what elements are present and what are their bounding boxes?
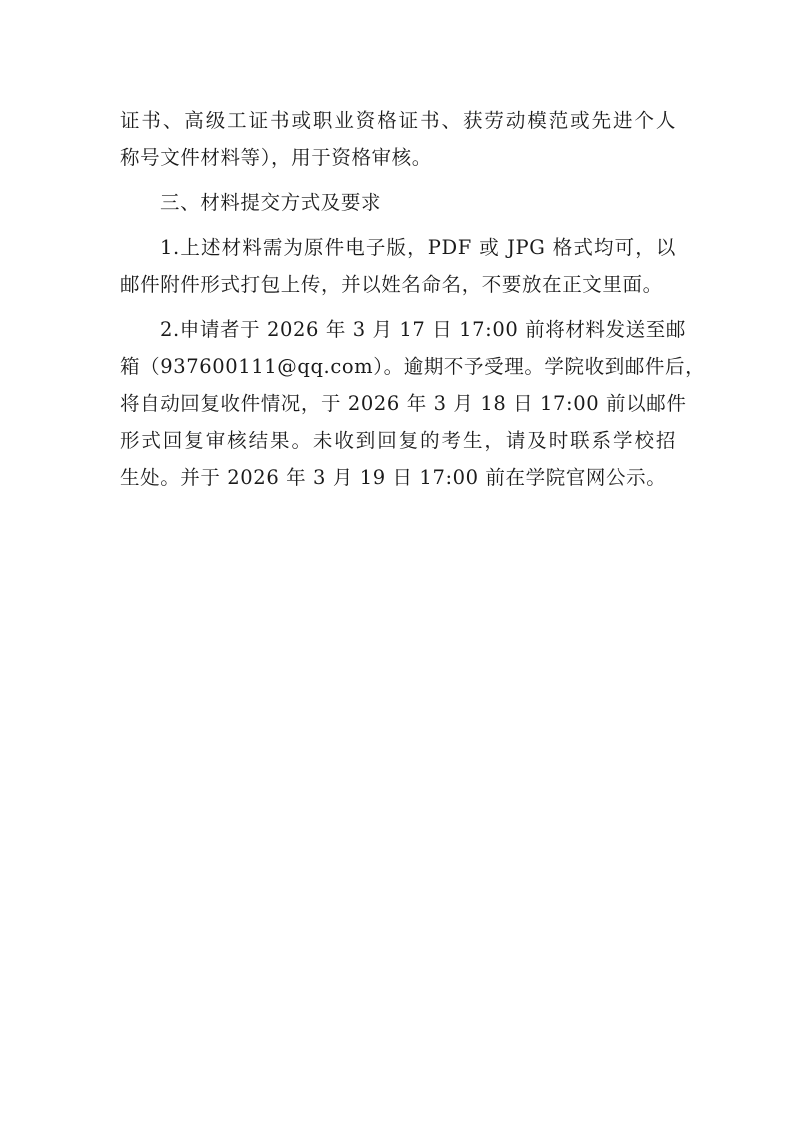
text-line: 形式回复审核结果。未收到回复的考生，请及时联系学校招 [120, 429, 676, 452]
paragraph-qualification-materials [120, 102, 676, 176]
text-line: 证书、高级工证书或职业资格证书、获劳动模范或先进个人 [120, 109, 676, 132]
section-heading-submission [120, 184, 676, 221]
list-item-1 [120, 229, 676, 303]
text-line: 生处。并于 2026 年 3 月 19 日 17:00 前在学院官网公示。 [120, 466, 667, 489]
list-item-2 [120, 311, 706, 496]
text-line: 1.上述材料需为原件电子版，PDF 或 JPG 格式均可，以 [160, 236, 676, 259]
document-body [120, 102, 706, 504]
text-line: 称号文件材料等），用于资格审核。 [120, 146, 432, 169]
text-line: 2.申请者于 2026 年 3 月 17 日 17:00 前将材料发送至邮 [160, 318, 686, 341]
text-line: 将自动回复收件情况，于 2026 年 3 月 18 日 17:00 前以邮件 [120, 392, 687, 415]
text-line: 邮件附件形式打包上传，并以姓名命名，不要放在正文里面。 [120, 273, 663, 296]
section-heading-text: 三、材料提交方式及要求 [160, 191, 382, 214]
text-line-email: 箱（937600111@qq.com）。逾期不予受理。学院收到邮件后， [120, 355, 706, 378]
